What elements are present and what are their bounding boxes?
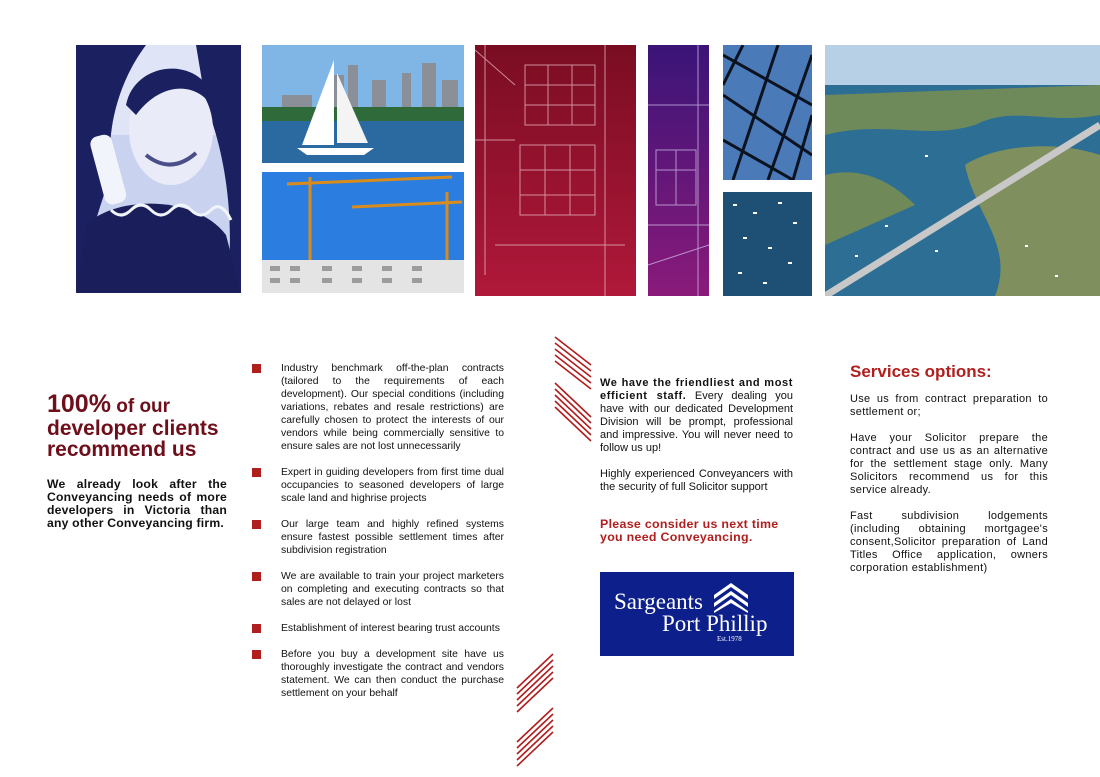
logo-line2: Port Phillip (662, 611, 768, 636)
purple-building-wireframe-photo (648, 45, 709, 296)
sargeants-logo (600, 572, 794, 656)
list-item: Before you buy a development site have us thoroughly investigate the contract and vendors statement. We can then conduct the purchase settlement on your behalf (252, 648, 504, 700)
services-list (850, 393, 1048, 588)
construction-cranes-photo (262, 172, 464, 293)
headline-percent: 100% (47, 390, 111, 418)
woman-on-phone-photo (76, 45, 241, 293)
service-item: Fast subdivision lodgements (including obtaining mortgagee's consent,Solicitor preparation of Land Titles Office application, owners corporation establishment) (850, 510, 1048, 574)
bullet-square-icon (252, 572, 261, 581)
headline-line3: recommend us (47, 438, 197, 461)
headline-line2: developer clients (47, 417, 219, 440)
staff-lead: We have the friendliest and most efficient staff. (600, 377, 793, 402)
bullet-square-icon (252, 364, 261, 373)
logo-established: Est.1978 (717, 635, 742, 643)
aerial-bridge-city-photo (825, 45, 1100, 296)
logo-line1: Sargeants (614, 589, 704, 614)
sailboat-city-photo (262, 45, 464, 163)
intro-text: We already look after the Conveyancing needs of more developers in Victoria than any other Conveyancing firm. (47, 477, 227, 530)
list-item: We are available to train your project marketers on completing and executing contracts so that sales are not delayed or lost (252, 570, 504, 609)
bullet-square-icon (252, 468, 261, 477)
staff-rest: Every dealing you have with our dedicated Development Division will be prompt, professional and impressive. You will never need to follow us up! (600, 390, 793, 454)
call-to-action: Please consider us next time you need Conveyancing. (600, 517, 779, 544)
headline-of-our: of our (110, 396, 171, 417)
decorative-stripes-top (553, 335, 593, 445)
headline (47, 390, 247, 461)
service-item: Have your Solicitor prepare the contract and use us as an alternative for the settlement stage only. Many Solicitors recommend us for this service already. (850, 432, 1048, 496)
red-building-wireframe-photo (475, 45, 636, 296)
bullet-square-icon (252, 520, 261, 529)
list-item: Establishment of interest bearing trust accounts (252, 622, 504, 635)
list-item: Our large team and highly refined systems ensure fastest possible settlement times after subdivision registration (252, 518, 504, 557)
service-item: Use us from contract preparation to settlement or; (850, 393, 1048, 418)
decorative-stripes-bottom (515, 652, 557, 770)
list-item: Expert in guiding developers from first time dual occupancies to seasoned developers of large scale land and highrise projects (252, 466, 504, 505)
staff-paragraph (600, 377, 793, 455)
benefits-list (252, 362, 504, 713)
conveyancers-paragraph: Highly experienced Conveyancers with the security of full Solicitor support (600, 468, 793, 493)
steel-roof-photo (723, 45, 812, 180)
bullet-square-icon (252, 650, 261, 659)
services-title: Services options: (850, 362, 992, 381)
roof-chevrons-icon (714, 583, 748, 613)
harbour-boats-photo (723, 192, 812, 296)
staff-text (600, 377, 793, 507)
list-item: Industry benchmark off-the-plan contracts (tailored to the requirements of each development). Our special conditions (including variations, rebates and resale restrictions) are carefully chosen to protect the interests of our vendors while being commercially sensitive to ensure sales are not lost unnecessarily (252, 362, 504, 453)
bullet-square-icon (252, 624, 261, 633)
